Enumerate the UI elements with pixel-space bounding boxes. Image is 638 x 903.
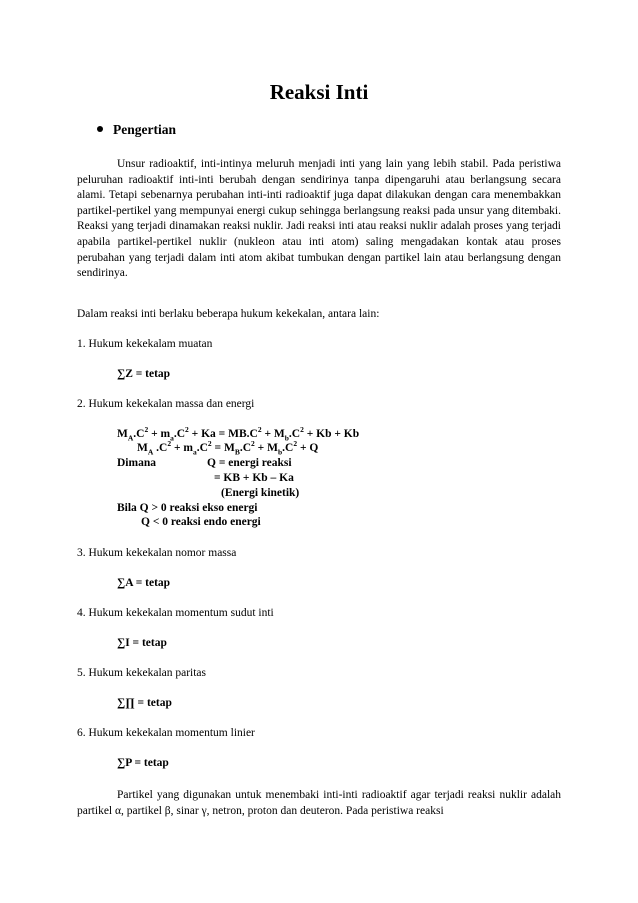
law-6-title: 6. Hukum kekekalan momentum linier <box>77 727 255 739</box>
law-3-title: 3. Hukum kekekalan nomor massa <box>77 547 237 559</box>
closing-paragraph: Partikel yang digunakan untuk menembaki inti-inti radioaktif agar terjadi reaksi nuklir adalah partikel α, partikel β, sinar γ, netron, proton dan deuteron. Pada peristiwa reaksi <box>77 789 561 817</box>
law-5-title: 5. Hukum kekekalan paritas <box>77 667 207 679</box>
law-6-formula: ∑P = tetap <box>117 757 169 769</box>
section-heading-text: Pengertian <box>113 122 176 137</box>
dimana-line-2: = KB + Kb – Ka <box>214 472 294 484</box>
bila-line-2: Q < 0 reaksi endo energi <box>141 516 261 528</box>
section-heading <box>97 122 176 138</box>
law-1-title: 1. Hukum kekekalam muatan <box>77 338 213 350</box>
law-3-formula: ∑A = tetap <box>117 577 171 589</box>
dimana-label: Dimana <box>117 457 156 469</box>
dimana-line-3: (Energi kinetik) <box>221 487 300 499</box>
law-1-formula: ∑Z = tetap <box>117 368 171 380</box>
bila-line-1: Bila Q > 0 reaksi ekso energi <box>117 502 258 514</box>
bullet-icon <box>97 126 103 132</box>
page-title: Reaksi Inti <box>269 80 369 104</box>
intro-paragraph: Unsur radioaktif, inti-intinya meluruh menjadi inti yang lain yang lebih stabil. Pada peristiwa peluruhan radioaktif inti-inti berubah dengan sendirinya tanpa dipengaruhi atau berlangsung secara alami. Tetapi sebenarnya perubahan inti-inti radioaktif juga dapat dilakukan dengan cara menembakkan partikel-pertikel yang mempunyai energi cukup sehingga berlangsung reaksi pada unsur yang ditembaki. Reaksi yang terjadi dinamakan reaksi nuklir. Jadi reaksi inti atau reaksi nuklir adalah proses yang terjadi apabila partikel-pertikel nuklir (nukleon atau inti atom) saling mengadakan kontak atau proses perubahan yang terjadi dalam inti atom akibat tumbukan dengan partikel lain atau berlangsung dengan sendirinya. <box>77 158 561 280</box>
laws-intro: Dalam reaksi inti berlaku beberapa hukum kekekalan, antara lain: <box>77 308 380 320</box>
law-5-formula: ∑∏ = tetap <box>117 697 172 709</box>
law-4-title: 4. Hukum kekekalan momentum sudut inti <box>77 607 274 619</box>
law-2-equation-2: $M_A$ $.C^2 + m_a.C^2 = M_B.C^2 + M_b.C^2 + Q$ <box>137 439 319 457</box>
dimana-line-1: Q = energi reaksi <box>207 457 292 469</box>
law-2-equation-1: $M_A.C^2 + m_a.C^2 + Ka = MB.C^2 + M_b.C^2 + Kb + Kb$ <box>117 425 360 443</box>
law-4-formula: ∑I = tetap <box>117 637 167 649</box>
law-2-title: 2. Hukum kekekalan massa dan energi <box>77 398 255 410</box>
